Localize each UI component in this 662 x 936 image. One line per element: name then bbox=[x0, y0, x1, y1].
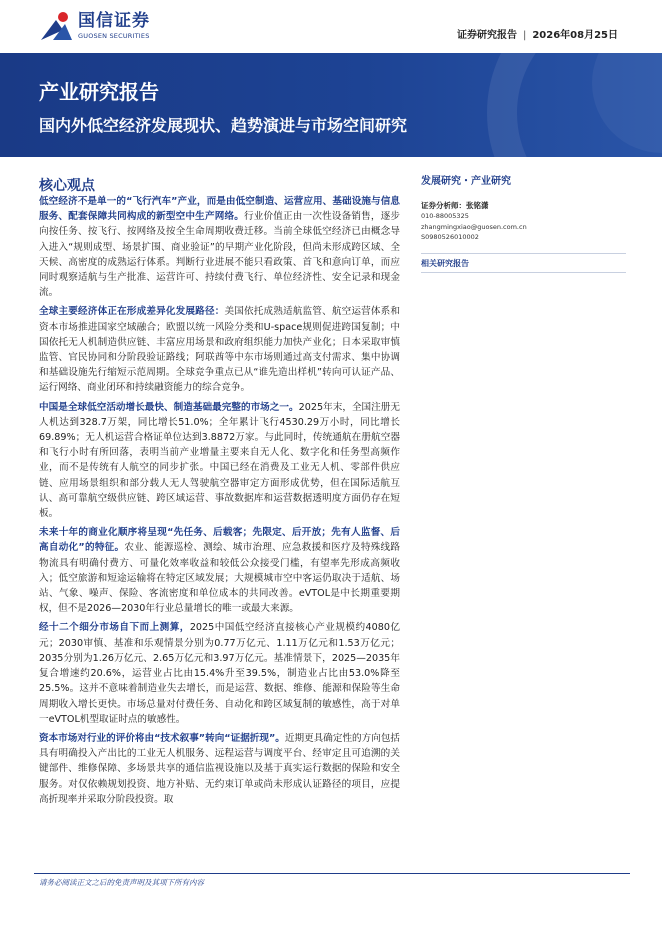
paragraph-lead: 未来十年的商业化顺序将呈现“先任务、后载客；先限定、后开放；先有人监督、后高自动化”的特征。 bbox=[39, 527, 400, 554]
paragraph-body: 美国依托成熟适航监管、航空运营体系和资本市场推进国家空域融合；欧盟以统一风险分类和U-space规则促进跨国复制；中国依托无人机制造供应链、丰富应用场景和政府组织能力加快产业化；日本采取审慎监管、官民协同和分阶段验证路线；阿联酋等中东市场则通过高支付需求、集中协调和基础设施先行缩短示范周期。全球竞争重点已从“谁先造出样机”转向可认证产品、运行网络、商业闭环和持续融资能力的综合竞争。 bbox=[39, 306, 401, 394]
report-date: 2026年08月25日 bbox=[532, 30, 618, 41]
sidebar bbox=[421, 175, 626, 273]
sidebar-divider bbox=[421, 253, 626, 254]
analyst-label: 证券分析师： bbox=[421, 201, 466, 210]
analyst-email[interactable]: zhangmingxiao@guosen.com.cn bbox=[421, 222, 527, 231]
paragraph bbox=[39, 731, 400, 807]
paragraph-body: 行业价值正由一次性设备销售，逐步向按任务、按飞行、按网络及按全生命周期收费迁移。当前全球低空经济已由概念导入进入“规则成型、场景扩围、商业验证”的早期产业化阶段，但尚未形成跨区域、全天候、高密度的成熟运行体系。判断行业进展不能只看政策、首飞和意向订单，而应同时观察适航与生产批准、运营许可、持续付费飞行、单位经济性、安全记录和现金流。 bbox=[39, 211, 401, 299]
paragraph-body: 农业、能源巡检、测绘、城市治理、应急救援和医疗及特殊线路物流具有明确付费方、可量化效率收益和较低公众接受门槛，有望率先形成高频收入；低空旅游和短途运输将在特定区域发展；大规模城市空中客运仍取决于适航、场站、气象、噪声、保险、客流密度和单位成本的共同改善。eVTOL是中长期重要期权，但不是2026—2030年行业总量增长的唯一或最大来源。 bbox=[39, 542, 400, 615]
paragraph-lead: 资本市场对行业的评价将由“技术叙事”转向“证据折现”。 bbox=[39, 732, 285, 744]
analyst-name: 张铭潇 bbox=[466, 201, 489, 210]
banner-decoration bbox=[402, 53, 662, 157]
paragraph-body: 2025年末，全国注册无人机达到328.7万架，同比增长51.0%；全年累计飞行4530.29万小时，同比增长69.89%；无人机运营合格证单位达到3.8872万家。与此同时，传统通航在册航空器和飞行小时有所回落，表明当前产业增量主要来自无人化、数字化和任务型高频作业，而不是传统有人航空的同步扩张。中国已经在消费及工业无人机、零部件供应链、应用场景组织和部分载人无人驾驶航空器审定方面形成优势，但在国际适航互认、高可靠航空级供应链、跨区域运营、事故数据库和运营数据透明度方面仍存在短板。 bbox=[39, 401, 401, 520]
guosen-logo-icon bbox=[39, 10, 73, 44]
analyst-license: S0980526010002 bbox=[421, 233, 479, 241]
sidebar-category: 发展研究・产业研究 bbox=[421, 176, 511, 187]
report-type: 证券研究报告 bbox=[456, 30, 517, 41]
paragraph bbox=[39, 304, 400, 395]
paragraph bbox=[39, 525, 400, 616]
paragraph-lead: 经十二个细分市场自下而上测算， bbox=[39, 622, 190, 634]
paragraph-lead: 全球主要经济体正在形成差异化发展路径： bbox=[39, 306, 225, 318]
page-subtitle: 国内外低空经济发展现状、趋势演进与市场空间研究 bbox=[39, 116, 408, 135]
page-title: 产业研究报告 bbox=[39, 80, 159, 104]
sidebar-divider bbox=[421, 272, 626, 273]
paragraph bbox=[39, 620, 400, 726]
top-bar bbox=[0, 0, 662, 50]
core-views-body bbox=[39, 194, 400, 811]
paragraph bbox=[39, 400, 400, 522]
analyst-phone: 010-88005325 bbox=[421, 212, 469, 220]
logo-english-name: GUOSEN SECURITIES bbox=[78, 32, 150, 40]
footer-divider bbox=[34, 873, 630, 874]
footer-disclaimer: 请务必阅读正文之后的免责声明及其项下所有内容 bbox=[39, 878, 204, 887]
paragraph-lead: 低空经济不是单一的“飞行汽车”产业，而是由低空制造、运营应用、基础设施与信息服务、配套保障共同构成的新型空中生产网络。 bbox=[39, 196, 400, 223]
analyst-line bbox=[421, 201, 626, 211]
paragraph-body: 2025中国低空经济直接核心产业规模约4080亿元；2030审慎、基准和乐观情景分别为0.77万亿元、1.11万亿元和1.53万亿元；2035分别为1.26万亿元、2.65万亿元和3.97万亿元。基准情景下，2025—2035年复合增速约20.6%，运营业占比由15.4%升至39.5%，制造业占比由53.0%降至25.5%。这并不意味着制造业失去增长，而是运营、数据、维修、能源和保险等生命周期收入增长更快。市场总量对付费任务、自动化和跨区域复制的敏感性，高于对单一eVTOL机型取证时点的敏感性。 bbox=[39, 622, 400, 725]
paragraph-body: 近期更具确定性的方向包括具有明确投入产出比的工业无人机服务、远程运营与调度平台、经审定且可追溯的关键部件、维修保障、多场景共享的通信监视设施以及基于真实运行数据的保险和安全服务。对仅依赖规划投资、地方补贴、无约束订单或尚未形成认证路径的项目，应提高折现率并采取分阶段投资。取 bbox=[39, 732, 401, 805]
paragraph bbox=[39, 194, 400, 300]
title-banner bbox=[0, 53, 662, 157]
paragraph-lead: 中国是全球低空活动增长最快、制造基础最完整的市场之一。 bbox=[39, 401, 299, 413]
logo-chinese-name: 国信证券 bbox=[78, 11, 150, 31]
related-reports-heading: 相关研究报告 bbox=[421, 258, 469, 268]
report-meta: 证券研究报告 | 2026年08月25日 bbox=[456, 30, 618, 41]
core-views-heading: 核心观点 bbox=[39, 178, 95, 194]
